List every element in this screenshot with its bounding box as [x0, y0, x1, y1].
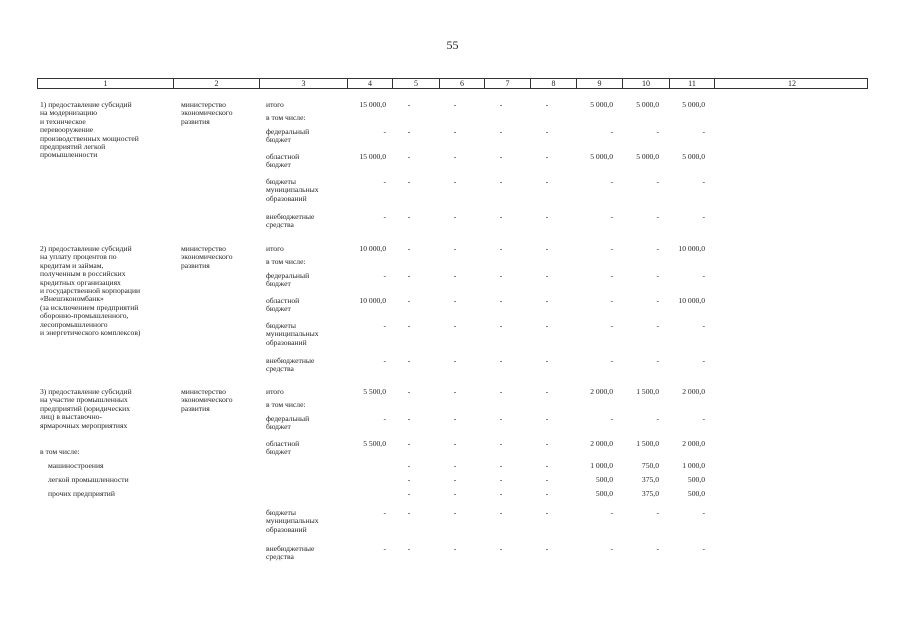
- value-col-10: -: [656, 544, 659, 553]
- empty-value: -: [545, 508, 549, 517]
- empty-value: -: [453, 387, 457, 396]
- funding-source-label: в том числе:: [266, 113, 306, 122]
- value-col-4: -: [383, 321, 386, 330]
- value-col-4: -: [383, 544, 386, 553]
- empty-value: -: [407, 508, 411, 517]
- empty-value: -: [499, 212, 503, 221]
- funding-source-label: бюджеты муниципальных образований: [266, 508, 319, 534]
- empty-value: -: [499, 544, 503, 553]
- empty-value: -: [499, 508, 503, 517]
- empty-value: -: [499, 489, 503, 498]
- empty-value: -: [499, 387, 503, 396]
- empty-value: -: [545, 127, 549, 136]
- value-col-11: -: [702, 271, 705, 280]
- empty-value: -: [545, 321, 549, 330]
- empty-value: -: [407, 127, 411, 136]
- empty-value: -: [407, 244, 411, 253]
- funding-source-label: федеральный бюджет: [266, 271, 310, 289]
- column-header-10: 10: [622, 79, 669, 88]
- column-header-4: 4: [347, 79, 392, 88]
- value-col-11: -: [702, 212, 705, 221]
- empty-value: -: [545, 244, 549, 253]
- value-col-9: 500,0: [595, 489, 613, 498]
- empty-value: -: [407, 461, 411, 470]
- value-col-10: -: [656, 177, 659, 186]
- empty-value: -: [407, 544, 411, 553]
- empty-value: -: [545, 461, 549, 470]
- value-col-9: -: [610, 127, 613, 136]
- empty-value: -: [545, 152, 549, 161]
- empty-value: -: [545, 100, 549, 109]
- empty-value: -: [453, 100, 457, 109]
- empty-value: -: [407, 321, 411, 330]
- value-col-11: 2 000,0: [682, 387, 705, 396]
- value-col-10: 5 000,0: [636, 100, 659, 109]
- value-col-9: 2 000,0: [590, 387, 613, 396]
- empty-value: -: [453, 127, 457, 136]
- column-header-2: 2: [173, 79, 259, 88]
- value-col-10: 375,0: [641, 489, 659, 498]
- subitem-name: машиностроения: [48, 461, 104, 470]
- value-col-10: 750,0: [641, 461, 659, 470]
- empty-value: -: [453, 296, 457, 305]
- column-header-11: 11: [669, 79, 714, 88]
- value-col-9: -: [610, 356, 613, 365]
- value-col-11: -: [702, 127, 705, 136]
- column-header-9: 9: [576, 79, 622, 88]
- empty-value: -: [407, 212, 411, 221]
- empty-value: -: [545, 356, 549, 365]
- value-col-4: -: [383, 212, 386, 221]
- value-col-10: -: [656, 212, 659, 221]
- value-col-9: -: [610, 544, 613, 553]
- value-col-11: -: [702, 177, 705, 186]
- empty-value: -: [545, 177, 549, 186]
- empty-value: -: [453, 475, 457, 484]
- column-header-1: 1: [103, 79, 108, 88]
- empty-value: -: [407, 489, 411, 498]
- value-col-4: -: [383, 177, 386, 186]
- empty-value: -: [407, 271, 411, 280]
- empty-value: -: [407, 100, 411, 109]
- empty-value: -: [545, 212, 549, 221]
- empty-value: -: [453, 508, 457, 517]
- value-col-11: 500,0: [687, 489, 705, 498]
- funding-source-label: внебюджетные средства: [266, 356, 315, 374]
- subitem-name: прочих предприятий: [48, 489, 115, 498]
- empty-value: -: [453, 356, 457, 365]
- value-col-11: 5 000,0: [682, 152, 705, 161]
- value-col-9: 5 000,0: [590, 100, 613, 109]
- empty-value: -: [407, 439, 411, 448]
- empty-value: -: [453, 414, 457, 423]
- empty-value: -: [453, 544, 457, 553]
- value-col-9: -: [610, 244, 613, 253]
- value-col-4: -: [383, 508, 386, 517]
- empty-value: -: [453, 461, 457, 470]
- empty-value: -: [499, 356, 503, 365]
- value-col-10: -: [656, 296, 659, 305]
- empty-value: -: [453, 212, 457, 221]
- value-col-4: -: [383, 356, 386, 365]
- value-col-10: -: [656, 271, 659, 280]
- empty-value: -: [499, 321, 503, 330]
- value-col-9: 500,0: [595, 475, 613, 484]
- empty-value: -: [407, 177, 411, 186]
- funding-source-label: итого: [266, 387, 284, 396]
- column-header-row: [37, 78, 868, 89]
- value-col-10: -: [656, 414, 659, 423]
- empty-value: -: [407, 475, 411, 484]
- value-col-4: 10 000,0: [359, 244, 386, 253]
- value-col-10: -: [656, 244, 659, 253]
- funding-source-label: в том числе:: [266, 257, 306, 266]
- value-col-11: -: [702, 508, 705, 517]
- empty-value: -: [499, 100, 503, 109]
- empty-value: -: [499, 271, 503, 280]
- empty-value: -: [453, 321, 457, 330]
- column-header-3: 3: [259, 79, 347, 88]
- empty-value: -: [499, 475, 503, 484]
- value-col-10: 1 500,0: [636, 439, 659, 448]
- empty-value: -: [407, 356, 411, 365]
- value-col-4: 5 500,0: [363, 387, 386, 396]
- value-col-4: 15 000,0: [359, 100, 386, 109]
- funding-source-label: итого: [266, 100, 284, 109]
- value-col-9: -: [610, 271, 613, 280]
- empty-value: -: [545, 296, 549, 305]
- value-col-9: -: [610, 414, 613, 423]
- value-col-9: -: [610, 321, 613, 330]
- ministry-name: министерство экономического развития: [181, 387, 233, 413]
- funding-source-label: областной бюджет: [266, 439, 300, 457]
- empty-value: -: [545, 544, 549, 553]
- empty-value: -: [453, 152, 457, 161]
- empty-value: -: [499, 244, 503, 253]
- ministry-name: министерство экономического развития: [181, 100, 233, 126]
- empty-value: -: [499, 414, 503, 423]
- value-col-9: -: [610, 296, 613, 305]
- empty-value: -: [407, 414, 411, 423]
- subitems-heading: в том числе:: [40, 447, 80, 456]
- value-col-11: 500,0: [687, 475, 705, 484]
- empty-value: -: [407, 296, 411, 305]
- column-header-7: 7: [484, 79, 530, 88]
- funding-source-label: внебюджетные средства: [266, 212, 315, 230]
- value-col-11: 1 000,0: [682, 461, 705, 470]
- empty-value: -: [545, 489, 549, 498]
- funding-source-label: в том числе:: [266, 400, 306, 409]
- value-col-11: -: [702, 356, 705, 365]
- empty-value: -: [453, 271, 457, 280]
- funding-source-label: итого: [266, 244, 284, 253]
- empty-value: -: [453, 244, 457, 253]
- value-col-4: 15 000,0: [359, 152, 386, 161]
- empty-value: -: [545, 414, 549, 423]
- value-col-4: -: [383, 414, 386, 423]
- funding-source-label: областной бюджет: [266, 296, 300, 314]
- empty-value: -: [545, 271, 549, 280]
- measure-title: 1) предоставление субсидий на модернизацию и техническое перевооружение производственных мощностей предприятий легкой промышленности: [40, 100, 139, 160]
- funding-source-label: бюджеты муниципальных образований: [266, 177, 319, 203]
- value-col-11: -: [702, 544, 705, 553]
- value-col-9: -: [610, 508, 613, 517]
- column-header-12: 12: [714, 79, 869, 88]
- value-col-10: -: [656, 127, 659, 136]
- column-header-6: 6: [439, 79, 484, 88]
- empty-value: -: [499, 296, 503, 305]
- value-col-4: 5 500,0: [363, 439, 386, 448]
- value-col-4: -: [383, 271, 386, 280]
- column-header-5: 5: [392, 79, 439, 88]
- empty-value: -: [499, 177, 503, 186]
- funding-source-label: федеральный бюджет: [266, 414, 310, 432]
- empty-value: -: [545, 475, 549, 484]
- value-col-9: 2 000,0: [590, 439, 613, 448]
- value-col-11: 10 000,0: [678, 244, 705, 253]
- funding-source-label: федеральный бюджет: [266, 127, 310, 145]
- subitem-name: легкой промышленности: [48, 475, 129, 484]
- value-col-10: 1 500,0: [636, 387, 659, 396]
- funding-source-label: внебюджетные средства: [266, 544, 315, 562]
- empty-value: -: [453, 489, 457, 498]
- value-col-10: -: [656, 508, 659, 517]
- value-col-9: 5 000,0: [590, 152, 613, 161]
- empty-value: -: [453, 439, 457, 448]
- empty-value: -: [499, 152, 503, 161]
- empty-value: -: [407, 387, 411, 396]
- measure-title: 3) предоставление субсидий на участие промышленных предприятий (юридических лиц) в выставочно- ярмарочных мероприятиях: [40, 387, 132, 430]
- value-col-9: 1 000,0: [590, 461, 613, 470]
- value-col-11: 5 000,0: [682, 100, 705, 109]
- empty-value: -: [499, 439, 503, 448]
- value-col-10: -: [656, 356, 659, 365]
- value-col-9: -: [610, 177, 613, 186]
- funding-source-label: бюджеты муниципальных образований: [266, 321, 319, 347]
- empty-value: -: [499, 461, 503, 470]
- empty-value: -: [453, 177, 457, 186]
- funding-source-label: областной бюджет: [266, 152, 300, 170]
- value-col-11: -: [702, 321, 705, 330]
- value-col-10: -: [656, 321, 659, 330]
- value-col-11: -: [702, 414, 705, 423]
- empty-value: -: [545, 439, 549, 448]
- value-col-10: 5 000,0: [636, 152, 659, 161]
- empty-value: -: [545, 387, 549, 396]
- value-col-10: 375,0: [641, 475, 659, 484]
- page-number: 55: [446, 38, 459, 52]
- value-col-4: 10 000,0: [359, 296, 386, 305]
- measure-title: 2) предоставление субсидий на уплату процентов по кредитам и займам, полученным в российских кредитных организациях и государственной корпорации «Внешэкономбанк» (за исключением предприятий оборонно-промышленного, лесопромышленного и энергетического комплексов): [40, 244, 141, 338]
- ministry-name: министерство экономического развития: [181, 244, 233, 270]
- empty-value: -: [499, 127, 503, 136]
- value-col-9: -: [610, 212, 613, 221]
- column-header-8: 8: [530, 79, 576, 88]
- value-col-11: 2 000,0: [682, 439, 705, 448]
- empty-value: -: [407, 152, 411, 161]
- value-col-11: 10 000,0: [678, 296, 705, 305]
- value-col-4: -: [383, 127, 386, 136]
